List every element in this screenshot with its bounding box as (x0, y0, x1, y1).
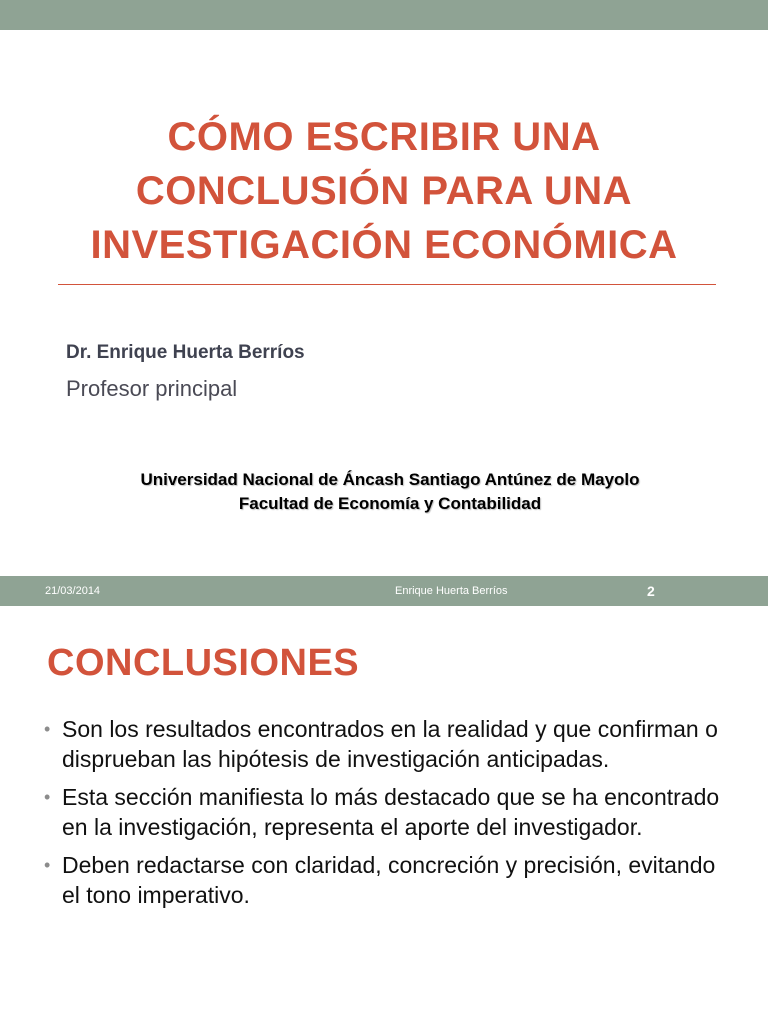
institution-name: Universidad Nacional de Áncash Santiago Antúnez de Mayolo (140, 470, 640, 489)
title-divider (58, 284, 716, 285)
title-slide (0, 30, 768, 576)
slide-title: CÓMO ESCRIBIR UNA CONCLUSIÓN PARA UNA INVESTIGACIÓN ECONÓMICA (90, 115, 678, 267)
author-name: Dr. Enrique Huerta Berríos (66, 342, 305, 363)
bullet-icon: • (44, 855, 51, 875)
author-role: Profesor principal (66, 376, 238, 401)
content-slide (0, 606, 768, 1024)
bullet-text: Deben redactarse con claridad, concreción y precisión, evitando el tono imperativo. (62, 852, 716, 908)
list-item (44, 714, 724, 774)
institution-block (60, 468, 720, 516)
list-item (44, 782, 724, 842)
bullet-icon: • (44, 787, 51, 807)
bullet-text: Son los resultados encontrados en la realidad y que confirman o disprueban las hipótesis de investigación anticipadas. (62, 716, 718, 772)
bullet-text: Esta sección manifiesta lo más destacado que se ha encontrado en la investigación, representa el aporte del investigador. (62, 784, 720, 840)
bullet-list (44, 714, 724, 918)
footer-author: Enrique Huerta Berríos (395, 585, 508, 597)
slide-footer (0, 576, 768, 606)
footer-date: 21/03/2014 (45, 585, 101, 597)
page-number: 2 (647, 583, 655, 599)
top-band (0, 0, 768, 30)
bullet-icon: • (44, 719, 51, 739)
list-item (44, 850, 724, 910)
faculty-name: Facultad de Economía y Contabilidad (238, 494, 542, 513)
section-title: CONCLUSIONES (47, 642, 360, 684)
